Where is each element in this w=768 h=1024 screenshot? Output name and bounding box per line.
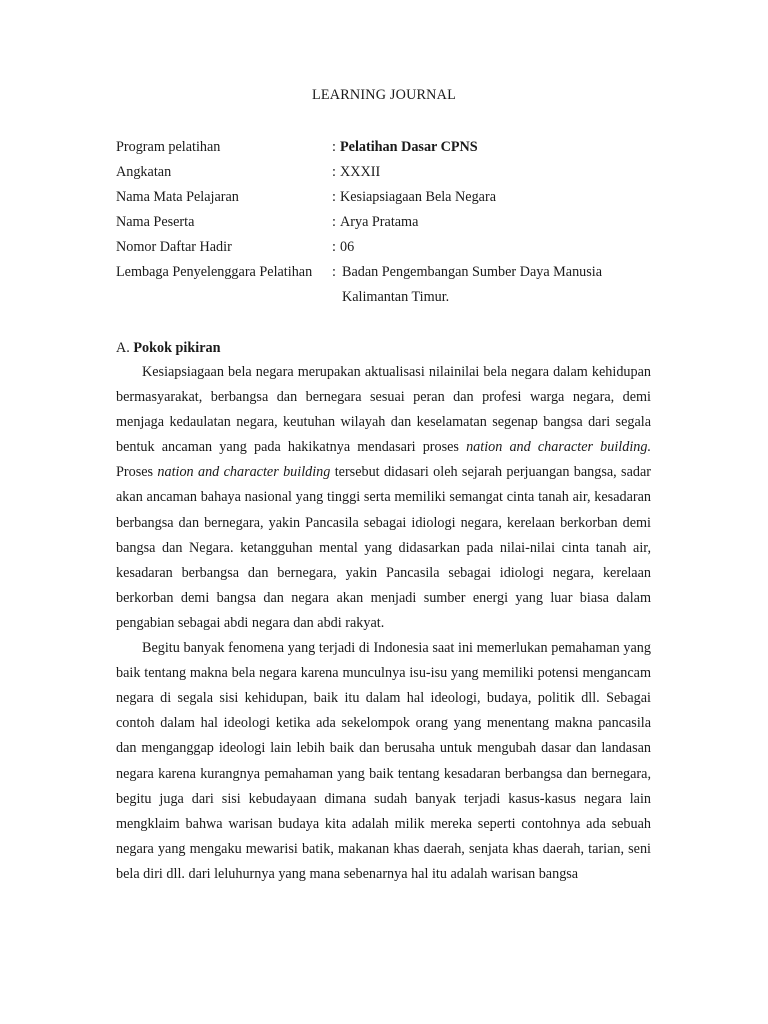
nomor-label: Nomor Daftar Hadir xyxy=(116,239,232,255)
paragraph-1-text: Kesiapsiagaan bela negara merupakan aktualisasi nilainilai bela negara dalam kehidupan bermasyarakat, berbangsa dan bernegara sesuai peran dan profesi warga negara, demi menjaga kedaulatan negara, keutuhan wilayah dan keselamatan segenap bangsa dari segala bentuk ancaman yang pada hakikatnya mendasari proses xyxy=(116,364,651,456)
paragraph-1-text: tersebut didasari oleh sejarah perjuangan bangsa, sadar akan ancaman bahaya nasional yang tinggi serta memiliki semangat cinta tanah air, kesadaran berbangsa dan bernegara, yakin Pancasila sebagai idiologi negara, kerelaan berkorban demi bangsa dan Negara. ketangguhan mental yang didasarkan pada nilai-nilai cinta tanah air, kesadaran berbangsa dan bernegara, yakin Pancasila sebagai idiologi negara, kerelaan berkorban demi bangsa dan negara akan menjadi sumber energi yang luar biasa dalam pengabian sebagai abdi negara dan abdi rakyat. xyxy=(116,464,651,631)
info-row-angkatan xyxy=(116,162,656,187)
program-label: Program pelatihan xyxy=(116,139,221,155)
section-a-heading xyxy=(116,338,220,358)
body-text xyxy=(116,360,651,887)
colon: : xyxy=(332,239,336,255)
section-title: Pokok pikiran xyxy=(133,340,221,356)
paragraph-1-italic-term: nation and character building xyxy=(157,464,331,481)
paragraph-2: Begitu banyak fenomena yang terjadi di Indonesia saat ini memerlukan pemahaman yang baik tentang makna bela negara karena munculnya isu-isu yang memiliki potensi mengancam negara di segala sisi kehidupan, baik itu dalam hal ideologi, budaya, politik dll. Sebagai contoh dalam hal ideologi ketika ada sekelompok orang yang menentang makna pancasila dan menganggap ideologi lain lebih baik dan berusaha untuk mengubah dasar dan landasan negara karena kurangnya pemahaman yang baik tentang kesadaran berbangsa dan bernegara, begitu juga dari sisi kebudayaan dimana sudah banyak terjadi kasus-kasus negara lain mengklaim bahwa warisan budaya kita adalah milik mereka seperti contohnya ada sebuah negara yang mengaku mewarisi batik, makanan khas daerah, senjata khas daerah, tarian, seni bela diri dll. dari leluhurnya yang mana sebenarnya hal itu adalah warisan bangsa xyxy=(116,640,651,882)
mata-pelajaran-label: Nama Mata Pelajaran xyxy=(116,189,239,205)
section-marker: A. xyxy=(116,340,130,356)
info-row-peserta xyxy=(116,212,656,237)
info-row-program xyxy=(116,137,656,162)
paragraph-1-text: Proses xyxy=(116,464,158,481)
info-table xyxy=(116,137,656,312)
lembaga-value: Badan Pengembangan Sumber Daya Manusia Kalimantan Timur. xyxy=(342,263,603,305)
program-value: Pelatihan Dasar CPNS xyxy=(340,139,478,155)
info-row-lembaga xyxy=(116,262,656,312)
paragraph-1-italic-term: nation and character building. xyxy=(466,439,651,456)
angkatan-value: XXXII xyxy=(340,164,381,180)
nomor-value: 06 xyxy=(340,239,355,255)
peserta-label: Nama Peserta xyxy=(116,214,195,230)
document-title: LEARNING JOURNAL xyxy=(312,87,456,103)
mata-pelajaran-value: Kesiapsiagaan Bela Negara xyxy=(340,189,496,205)
colon: : xyxy=(332,164,336,180)
colon: : xyxy=(332,264,336,280)
angkatan-label: Angkatan xyxy=(116,164,172,180)
paragraph-1 xyxy=(116,360,651,636)
lembaga-label: Lembaga Penyelenggara Pelatihan xyxy=(116,264,313,280)
colon: : xyxy=(332,189,336,205)
colon: : xyxy=(332,214,336,230)
info-row-nomor xyxy=(116,237,656,262)
peserta-value: Arya Pratama xyxy=(340,214,419,230)
colon: : xyxy=(332,139,336,155)
info-row-mata-pelajaran xyxy=(116,187,656,212)
